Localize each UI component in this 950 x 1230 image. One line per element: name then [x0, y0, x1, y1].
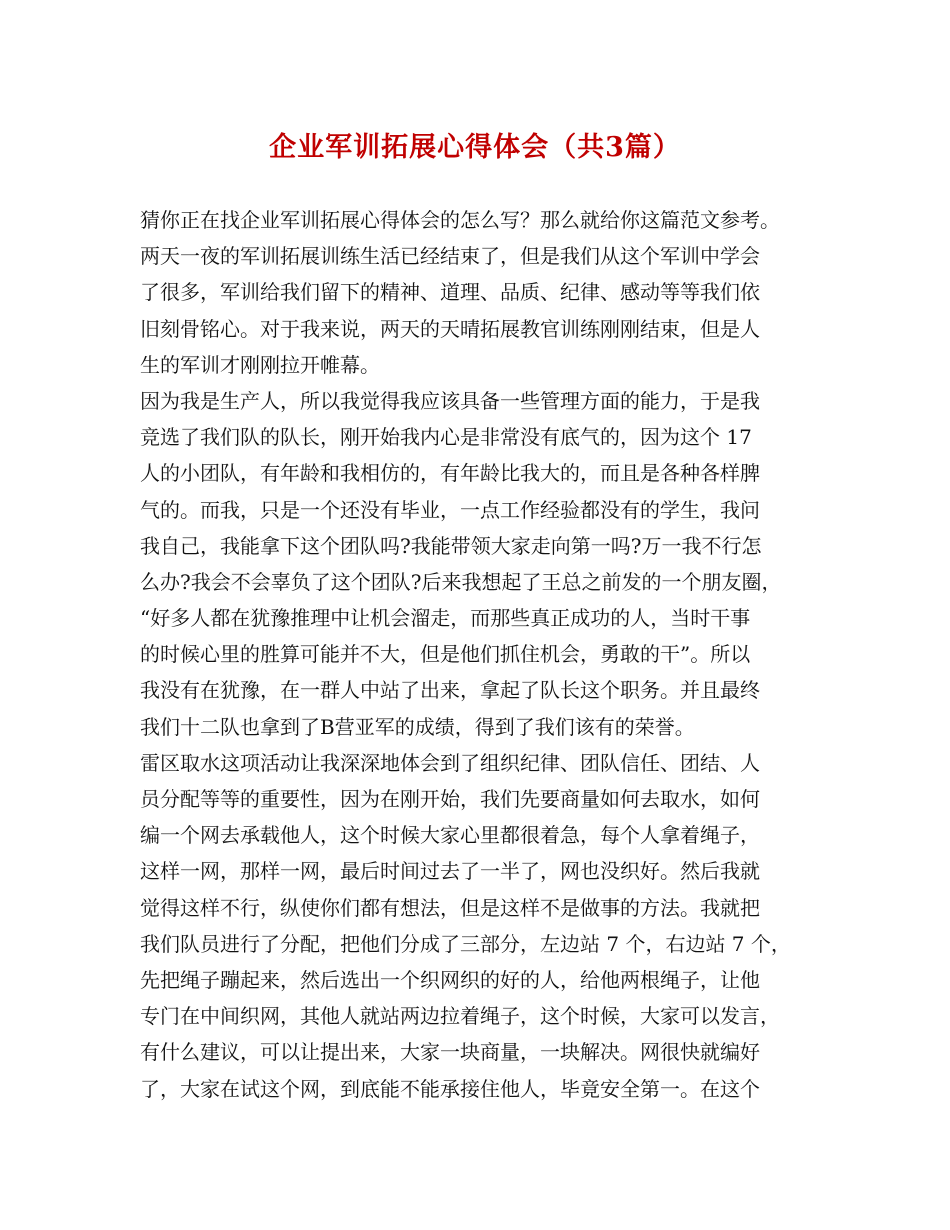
text-line: 编一个网去承载他人，这个时候大家心里都很着急，每个人拿着绳子， — [140, 823, 760, 848]
text-line: 先把绳子蹦起来，然后选出一个织网织的好的人，给他两根绳子，让他 — [140, 967, 760, 992]
text-line: 么办?我会不会辜负了这个团队?后来我想起了王总之前发的一个朋友圈， — [140, 569, 782, 594]
text-line: 了，大家在试这个网，到底能不能承接住他人，毕竟安全第一。在这个 — [140, 1076, 760, 1101]
text-line: 猜你正在找企业军训拓展心得体会的怎么写？那么就给你这篇范文参考。 — [140, 208, 780, 232]
text-line: 员分配等等的重要性，因为在刚开始，我们先要商量如何去取水，如何 — [140, 787, 760, 811]
text-line: 雷区取水这项活动让我深深地体会到了组织纪律、团队信任、团结、人 — [140, 750, 760, 775]
text-line: 气的。而我，只是一个还没有毕业，一点工作经验都没有的学生，我问 — [140, 497, 760, 522]
text-line: 生的军训才刚刚拉开帷幕。 — [140, 352, 380, 377]
document-title: 企业军训拓展心得体会（共3篇） — [269, 132, 681, 163]
text-line: 觉得这样不行，纵使你们都有想法，但是这样不是做事的方法。我就把 — [140, 895, 760, 920]
text-line: “好多人都在犹豫推理中让机会溜走，而那些真正成功的人，当时干事 — [140, 606, 751, 631]
text-line: 专门在中间织网，其他人就站两边拉着绳子，这个时候，大家可以发言， — [140, 1004, 780, 1029]
text-line: 的时候心里的胜算可能并不大，但是他们抓住机会，勇敢的干”。所以 — [140, 642, 751, 667]
text-line: 人的小团队，有年龄和我相仿的，有年龄比我大的，而且是各种各样脾 — [140, 461, 760, 486]
text-line: 我们队员进行了分配，把他们分成了三部分，左边站 7 个，右边站 7 个， — [140, 931, 791, 956]
document-body — [140, 202, 840, 1107]
text-line: 因为我是生产人，所以我觉得我应该具备一些管理方面的能力，于是我 — [140, 388, 760, 413]
text-line: 我自己，我能拿下这个团队吗?我能带领大家走向第一吗?万一我不行怎 — [140, 533, 762, 558]
text-line: 这样一网，那样一网，最后时间过去了一半了，网也没织好。然后我就 — [140, 859, 760, 884]
text-line: 竞选了我们队的队长，刚开始我内心是非常没有底气的，因为这个 17 — [140, 425, 752, 450]
text-line: 我没有在犹豫，在一群人中站了出来，拿起了队长这个职务。并且最终 — [140, 678, 760, 703]
text-line: 旧刻骨铭心。对于我来说，两天的天晴拓展教官训练刚刚结束，但是人 — [140, 316, 760, 341]
text-line: 我们十二队也拿到了B营亚军的成绩，得到了我们该有的荣誉。 — [140, 714, 695, 739]
text-line: 两天一夜的军训拓展训练生活已经结束了，但是我们从这个军训中学会 — [140, 244, 760, 269]
text-line: 有什么建议，可以让提出来，大家一块商量，一块解决。网很快就编好 — [140, 1040, 760, 1065]
text-line: 了很多，军训给我们留下的精神、道理、品质、纪律、感动等等我们依 — [140, 280, 760, 305]
